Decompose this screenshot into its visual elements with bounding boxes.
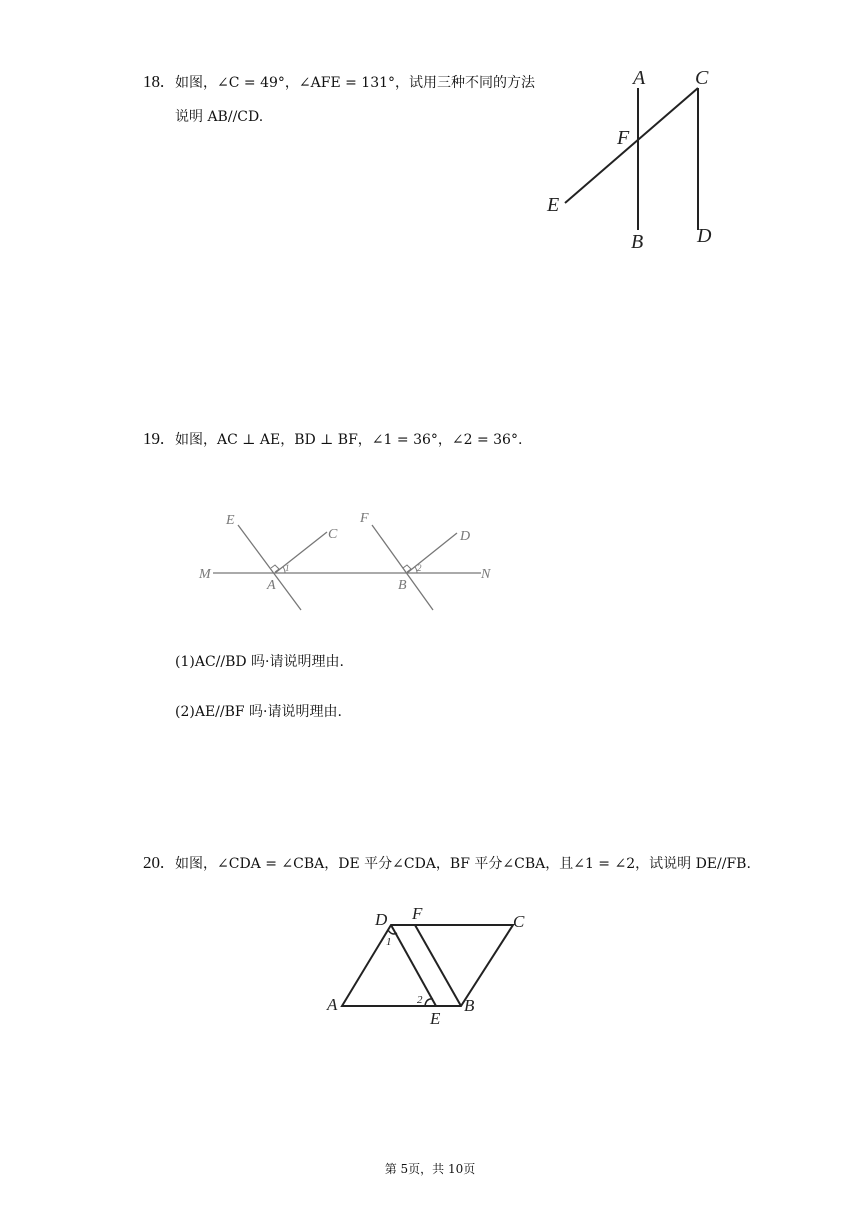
label-e: E <box>430 1009 441 1028</box>
label-c: C <box>695 67 709 89</box>
line-ae <box>238 525 301 610</box>
label-angle-1: 1 <box>386 936 392 948</box>
label-a: A <box>633 67 646 89</box>
q18-text-line2: 说明 AB//CD. <box>175 109 264 125</box>
label-d: D <box>375 910 388 929</box>
label-angle-2: 2 <box>417 994 423 1006</box>
label-n: N <box>481 567 491 582</box>
q20-figure <box>320 900 540 1030</box>
page-footer: 第 5页，共 10页 <box>384 1162 476 1176</box>
line-ce <box>565 88 698 203</box>
label-c: C <box>328 527 338 542</box>
line-ac <box>275 532 327 573</box>
q19-sub2: (2)AE//BF 吗·请说明理由. <box>175 704 342 720</box>
line-bf <box>372 525 433 610</box>
label-angle-2: 2 <box>417 563 422 573</box>
q19-sub1: (1)AC//BD 吗·请说明理由. <box>175 654 344 670</box>
line-bd <box>407 533 457 573</box>
label-a: A <box>327 995 338 1014</box>
label-b: B <box>464 996 475 1015</box>
q18-text-line1: 如图，∠C = 49°，∠AFE = 131°，试用三种不同的方法 <box>175 75 536 91</box>
q19-text: 如图，AC ⊥ AE，BD ⊥ BF，∠1 = 36°，∠2 = 36°. <box>175 432 523 448</box>
label-b: B <box>631 231 644 253</box>
q18-number: 18. <box>143 72 165 91</box>
label-f: F <box>617 127 630 149</box>
label-d: D <box>460 529 471 544</box>
label-c: C <box>513 912 525 931</box>
q19-number: 19. <box>143 429 165 448</box>
line-de <box>391 925 436 1006</box>
q20-text: 如图，∠CDA = ∠CBA，DE 平分∠CDA，BF 平分∠CBA，且∠1 = ∠2，试说明 DE//FB. <box>175 856 751 872</box>
label-angle-1: 1 <box>285 563 290 573</box>
q19-figure <box>195 500 505 620</box>
label-b: B <box>398 578 407 593</box>
label-f: F <box>412 904 423 923</box>
q20-number: 20. <box>143 853 165 872</box>
label-m: M <box>199 567 211 582</box>
label-e: E <box>226 513 235 528</box>
label-a: A <box>267 578 276 593</box>
label-d: D <box>697 225 712 247</box>
q18-figure <box>535 60 735 260</box>
parallelogram-abcd <box>342 925 513 1006</box>
label-f: F <box>360 511 369 526</box>
label-e: E <box>547 194 560 216</box>
